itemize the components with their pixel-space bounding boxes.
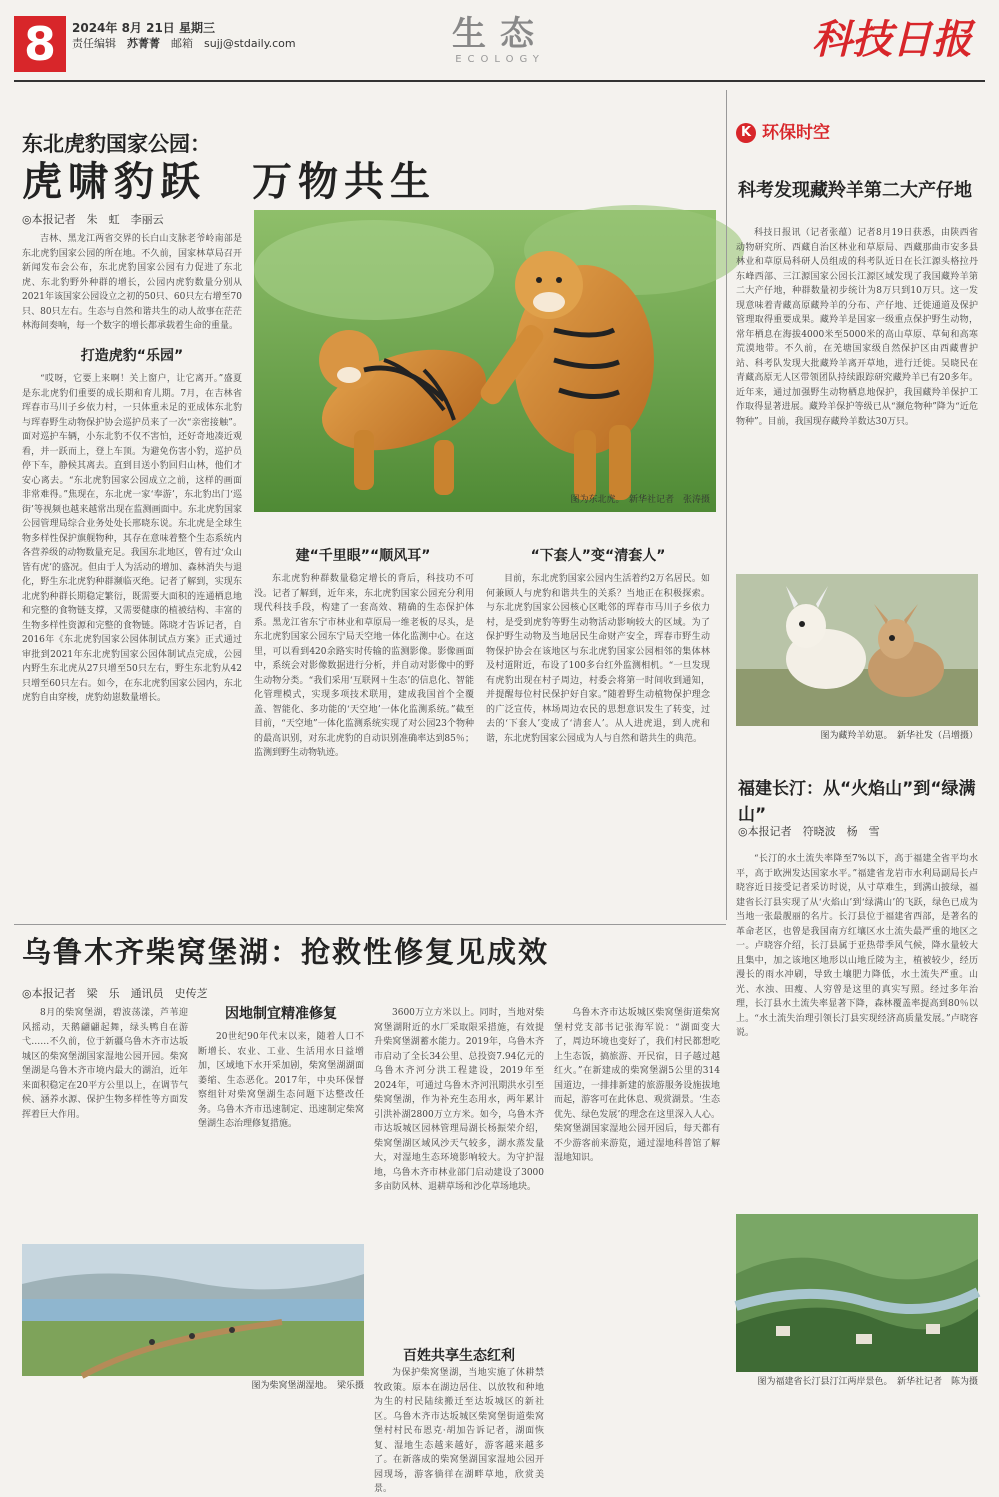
section-title: 生态 ECOLOGY bbox=[452, 14, 548, 65]
lake-section-1-text: 20世纪90年代末以来，随着人口不断增长、农业、工业、生活用水日益增加，区域地下水开采加剧，柴窝堡湖湖面萎缩、生态恶化。2017年，中央环保督察组针对柴窝堡湖生态问题下达整改任务。乌鲁木齐市迅速制定、迅速制定柴窝堡湖生态治理修复措施。 bbox=[198, 1032, 364, 1129]
changting-photo-caption: 图为福建省长汀县汀江两岸景色。 新华社记者 陈为摄 bbox=[757, 1377, 978, 1387]
editor-line: 责任编辑 苏菁菁 邮箱 sujj@stdaily.com bbox=[72, 37, 296, 50]
lead-subhead-1: 打造虎豹“乐园” bbox=[80, 348, 184, 364]
lead-intro: 吉林、黑龙江两省交界的长白山支脉老爷岭南部是东北虎豹国家公园的所在地。不久前，国家林草局召开新闻发布会公布，东北虎豹国家公园有力促进了东北虎、东北豹野外种群的增长，公园内虎豹数量分别从2021年该国家公园设立之初的50只、60只左右增至70只、80只左右。生态与自然和谐共生的动人故事在茫茫林海间奏响，每一个数字的增长都承载着生命的重量。 bbox=[22, 234, 242, 331]
antelope-photo-illustration bbox=[736, 574, 978, 726]
section-rule bbox=[14, 924, 726, 925]
lake-photo-illustration bbox=[22, 1244, 364, 1376]
lead-subhead-2: 建“千里眼”“顺风耳” bbox=[295, 548, 431, 564]
tag-badge-icon: K bbox=[736, 123, 756, 143]
lake-intro: 8月的柴窝堡湖，碧波荡漾，芦苇迎风摇动，天鹅翩翩起舞，绿头鸭自在游弋……不久前，位于新疆乌鲁木齐市达坂城区的柴窝堡湖国家湿地公园开园。柴窝堡湖是乌鲁木齐市境内最大的湖泊，近年来面积稳定在20平方公里以上，在调节气候、涵养水源、保护生物多样性等方面发挥着巨大作用。 bbox=[22, 1008, 188, 1120]
lake-subhead-1: 因地制宜精准修复 bbox=[225, 1006, 337, 1022]
lake-column-4-text: 乌鲁木齐市达坂城区柴窝堡街道柴窝堡村党支部书记张海军说：“湖面变大了，周边环境也变好了，我们村民都想吃上生态饭，搞旅游、开民宿，日子越过越红火。”在新建成的柴窝堡湖5公里的314国道边，一排排新建的旅游服务设施拔地而起，游客可在此休息、观赏湖景。‘生态优先、绿色发展’的理念在这里深入人心。柴窝堡湖国家湿地公园开园后，每天都有不少游客前来游览，通过湿地科普馆了解湿地知识。 bbox=[554, 1008, 720, 1163]
editor-email[interactable]: sujj@stdaily.com bbox=[204, 37, 296, 50]
lake-section-2-text: 为保护柴窝堡湖，当地实施了休耕禁牧政策。原本在湖边居住、以放牧和种地为生的村民陆续搬迁至达坂城区的新社区。乌鲁木齐市达坂城区柴窝堡街道柴窝堡村村民布恩克·胡加告诉记者，湖面恢复、湿地生态越来越好，游客越来越多了。在新落成的柴窝堡湖国家湿地公园开园现场，游客徜徉在湖畔草地，欣赏美景。 bbox=[374, 1368, 544, 1494]
column-tag: K 环保时空 bbox=[736, 122, 830, 144]
lake-photo bbox=[22, 1244, 364, 1376]
lead-title: 虎啸豹跃 万物共生 bbox=[22, 159, 436, 205]
lead-section-3-text: 目前，东北虎豹国家公园内生活着约2万名居民。如何兼顾人与虎豹和谐共生的关系？当地正在积极探索。与东北虎豹国家公园核心区毗邻的珲春市马川子乡依力村，是受到虎豹等野生动物活动影响较大的区域。为了保护野生动物及当地居民生命财产安全，珲春市野生动物保护协会在该地区与东北虎豹国家公园相邻的集体林及村道附近，布设了100多台红外监测相机。“一旦发现有虎豹出现在村子周边，村委会将第一时间收到通知，并提醒每位村民保护好自家。”随着野生动植物保护理念的广泛宣传，林场周边农民的思想意识发生了转变，过去的‘下套人’变成了‘清套人’。从人进虎退，到人虎和谐，东北虎豹国家公园成为人与自然和谐共生的典范。 bbox=[486, 574, 710, 744]
issue-date: 2024年 8月 21日 星期三 bbox=[72, 21, 215, 35]
lake-byline: ◎本报记者 梁 乐 通讯员 史传芝 bbox=[22, 987, 208, 1000]
header-meta bbox=[72, 20, 296, 52]
tiger-photo bbox=[254, 210, 716, 512]
sidebar-title-1: 科考发现藏羚羊第二大产仔地 bbox=[738, 180, 972, 201]
lake-photo-caption: 图为柴窝堡湖湿地。 梁乐摄 bbox=[251, 1381, 364, 1391]
changting-photo bbox=[736, 1214, 978, 1372]
column-divider bbox=[726, 90, 727, 920]
lead-subhead-3: “下套人”变“清套人” bbox=[530, 548, 666, 564]
page-number: 8 bbox=[14, 16, 66, 72]
lead-kicker: 东北虎豹国家公园： bbox=[22, 131, 211, 156]
tiger-photo-illustration bbox=[254, 210, 716, 512]
header-rule bbox=[14, 80, 985, 82]
sidebar-title-2: 福建长汀：从“火焰山”到“绿满山” bbox=[738, 779, 976, 825]
lead-section-1-text: “哎呀，它要上来啊！关上窗户，让它离开。”盛夏是东北虎豹们重要的成长期和育儿期。7月，在吉林省珲春市马川子乡依力村，一只体重未足的亚成体东北豹与珲春野生动物保护协会巡护员来了一次“亲密接触”。面对巡护车辆，小东北豹不仅不害怕，还好奇地凑近观看，并一跃而上，登上车顶。为避免伤害小豹，巡护员停下车，静候其离去。直到目送小豹回归山林，他们才安心离去。“东北虎豹国家公园成立之前，这样的画面非常难得。”焦现在，东北虎一家‘奉游’，东北豹出门‘巡街’等视频也越来越常出现在监测画面中。东北虎豹国家公园管理局综合业务处处长邢晓东说。东北虎是全球生物多样性保护旗舰物种，其存在意味着整个生态系统内各营养级的动物数量充足。我国东北地区，曾有过‘众山皆有虎’的盛况。但由于人为活动的增加、森林消失与退化，野生东北虎豹种群濒临灭绝。记者了解到，实现东北虎豹种群长期稳定繁衍，既需要大面积的连通栖息地和完整的食物链支撑，又需要健康的植被结构、丰富的生物多样性资源和完整的食物链。陈晓才告诉记者，自2016年《东北虎豹国家公园体制试点方案》正式通过审批到2021年东北虎豹国家公园体制试点完成，公园内野生东北虎从27只增至50只左右，野生东北豹从42只增至60只左右。如今，在东北虎豹国家公园内，东北虎豹自由穿梭，虎豹幼崽数量增长。 bbox=[22, 374, 242, 703]
tiger-photo-caption: 图为东北虎。 新华社记者 张涛摄 bbox=[570, 495, 710, 505]
antelope-photo-caption: 图为藏羚羊幼崽。 新华社发（吕增摄） bbox=[820, 731, 978, 741]
changting-photo-illustration bbox=[736, 1214, 978, 1372]
lake-column-3-text: 3600万立方米以上。同时，当地对柴窝堡湖附近的水厂采取限采措施，有效提升柴窝堡湖蓄水能力。2019年，乌鲁木齐市启动了全长34公里、总投资7.94亿元的乌鲁木齐河分洪工程建设，2019年至2024年，可通过乌鲁木齐河汛期洪水引至柴窝堡湖，作为补充生态用水，两年累计引洪补湖2800万立方米。如今，乌鲁木齐市达坂城区园林管理局湖长杨振荣介绍，柴窝堡湖区域风沙天气较多，湖水蒸发量大，对湿地生态环境影响较大。为守护湿地，乌鲁木齐市林业部门启动建设了3000多亩防风林、退耕草场和沙化草场地块。 bbox=[374, 1008, 544, 1192]
newspaper-logo: 科技日报 bbox=[812, 16, 972, 63]
sidebar-byline-2: ◎本报记者 符晓波 杨 雪 bbox=[738, 825, 880, 838]
lead-section-2-text: 东北虎豹种群数量稳定增长的背后，科技功不可没。记者了解到，近年来，东北虎豹国家公园充分利用现代科技手段，构建了一套高效、精确的生态保护体系。黑龙江省东宁市林业和草原局一维老板的尽头，是东北虎豹国家公园东宁局天空地一体化监测中心。在这里，可以看到420余路实时传输的监测影像。影像画面中，系统会对影像数据进行分析，并自动对影像中的野生动物分类。“我们采用‘互联网＋生态’的信息化、智能化管理模式，实现多项技术联用，建成我国首个全覆盖、智能化、多功能的‘天空地’一体化监测系统。”截至目前，“天空地”一体化监测系统实现了对公园23个物种的最高识别，对东北虎豹的自动识别准确率达到85％；监测到野生动物轨迹。 bbox=[254, 574, 474, 758]
lake-subhead-2: 百姓共享生态红利 bbox=[403, 1348, 515, 1364]
sidebar-article-1-text: 科技日报讯（记者张蕴）记者8月19日获悉，由陕西省动物研究所、西藏自治区林业和草原局、西藏那曲市安多县林业和草原局科研人员组成的科考队近日在长江源头格拉丹东峰西部、三江源国家公园长江源区域发现了我国藏羚羊第二大产仔地，种群数量初步统计为8万只到10万只。这一发现意味着青藏高原藏羚羊的分布、产仔地、迁徙通道及保护管理取得重要成果。藏羚羊是国家一级重点保护野生动物，常年栖息在海拔4000米至5000米的高山草原、草甸和高寒荒漠地带。不久前，在羌塘国家级自然保护区由西藏曹护站、科考队发现大批藏羚羊离开草地，进行迁徙。吴晓民在青藏高原无人区带领团队持续跟踪研究藏羚羊已有20多年。近年来，通过加强野生动物栖息地保护，我国藏羚羊保护工作取得显著进展。藏羚羊保护等级已从“濒危物种”降为“近危物种”。目前，我国现存藏羚羊数达30万只。 bbox=[736, 228, 978, 427]
sidebar-article-2-text: “长汀的水土流失率降至7%以下，高于福建全省平均水平，高于欧洲发达国家水平。”福建省龙岩市水利局副局长卢晓容近日接受记者采访时说，从寸草难生，到满山披绿，福建省长汀县实现了从‘火焰山’到‘绿满山’的飞跃，绿色已成为当地一张最靓丽的名片。长汀县位于福建省西部，是著名的革命老区，也曾是我国南方红壤区水土流失最严重的地区之一。卢晓容介绍，长汀县属于亚热带季风气候，降水量较大且集中，加之该地区地形以山地丘陵为主，植被较少，经历漫长的雨水冲刷，导致土壤肥力降低，水土流失严重。山光、水浊、田瘦、人穷曾是这里的真实写照。经过多年治理，长汀县水土流失率显著下降，森林覆盖率提高到80％以上。“水土流失治理引领长汀县实现经济高质量发展。”卢晓容说。 bbox=[736, 854, 978, 1038]
lake-title: 乌鲁木齐柴窝堡湖：抢救性修复见成效 bbox=[22, 935, 550, 969]
lead-byline: ◎本报记者 朱 虹 李丽云 bbox=[22, 213, 164, 226]
antelope-photo bbox=[736, 574, 978, 726]
